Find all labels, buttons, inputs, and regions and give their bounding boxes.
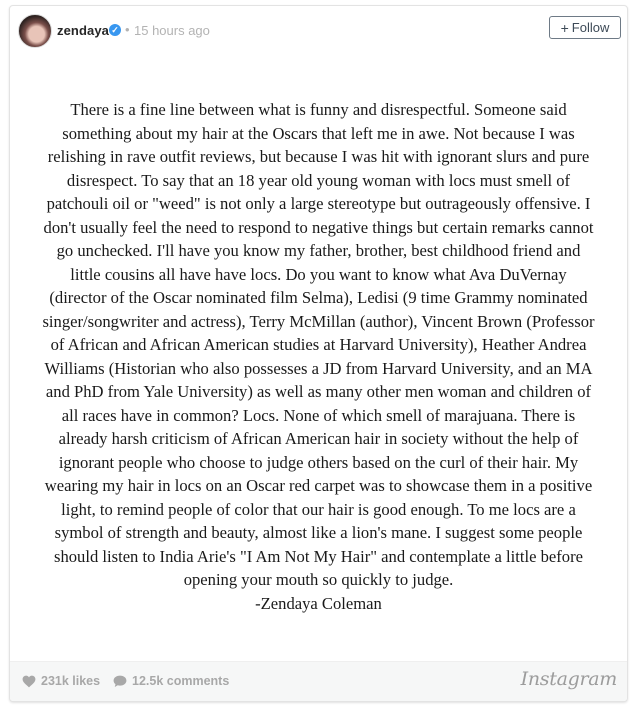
text-line: -Zendaya Coleman (255, 593, 382, 613)
text-line: relishing in rave outfit reviews, but because I was hit with ignorant slurs and pure (47, 147, 590, 166)
text-line: opening your mouth so quickly to judge. (183, 570, 454, 589)
text-line: go unchecked. I'll have you know my father, brother, best childhood friend and (56, 241, 581, 260)
post-image-text (10, 98, 627, 615)
text-line: patchouli oil or "weed" is not only a large stereotype but outrageously offensive. I (46, 194, 591, 213)
text-line: little cousins all have have locs. Do you want to know what Ava DuVernay (70, 264, 567, 284)
likes-label: 231k likes (41, 674, 101, 688)
post-timestamp[interactable]: 15 hours ago (134, 23, 210, 38)
comments-label: 12.5k comments (132, 674, 230, 688)
text-line: should listen to India Arie's "I Am Not My Hair" and contemplate a little before (54, 546, 583, 566)
text-line: There is a fine line between what is funny and disrespectful. Someone said (70, 100, 567, 119)
follow-button-label: Follow (571, 20, 610, 35)
separator-dot: • (125, 22, 130, 37)
text-line: and PhD from Yale University) as well as many other men woman and children of (45, 382, 592, 401)
text-line: all races have in common? Locs. None of which smell of marajuana. There is (61, 405, 576, 425)
author-username[interactable]: zendaya (57, 23, 110, 38)
text-line: don't usually feel the need to respond to negative things but certain remarks cannot (43, 217, 594, 237)
text-line: ignorant people who choose to judge others based on the curl of their hair. My (58, 452, 579, 472)
author-avatar[interactable] (18, 14, 52, 48)
text-line: symbol of strength and beauty, almost like a lion's mane. I suggest some people (54, 523, 583, 542)
text-line: disrespect. To say that an 18 year old young woman with locs must smell of (66, 170, 571, 190)
likes-count[interactable] (22, 674, 100, 688)
text-line: already harsh criticism of African American hair in society without the help of (58, 429, 579, 448)
heart-icon (22, 675, 36, 688)
text-line: (director of the Oscar nominated film Selma), Ledisi (9 time Grammy nominated (49, 288, 588, 307)
text-line: of African and African American studies at Harvard University), Heather Andrea (50, 335, 587, 354)
text-line: something about my hair at the Oscars that left me in awe. Not because I was (62, 123, 575, 143)
verified-check-icon: ✓ (109, 24, 121, 36)
text-line: Williams (Historian who also possesses a JD from Harvard University, and an MA (44, 358, 593, 378)
plus-icon: + (560, 19, 569, 36)
post-footer (10, 661, 627, 701)
follow-button[interactable] (549, 16, 621, 39)
instagram-logo[interactable]: Instagram (520, 668, 617, 690)
text-line: light, to remind people of color that our hair is good enough. To me locs are a (61, 499, 576, 519)
instagram-embed-card (9, 5, 628, 702)
comment-bubble-icon (113, 675, 127, 688)
comments-count[interactable] (113, 674, 229, 688)
post-header (10, 6, 627, 54)
text-line: singer/songwriter and actress), Terry McMillan (author), Vincent Brown (Professor (42, 311, 595, 331)
text-line: wearing my hair in locs on an Oscar red carpet was to showcase them in a positive (44, 476, 593, 495)
